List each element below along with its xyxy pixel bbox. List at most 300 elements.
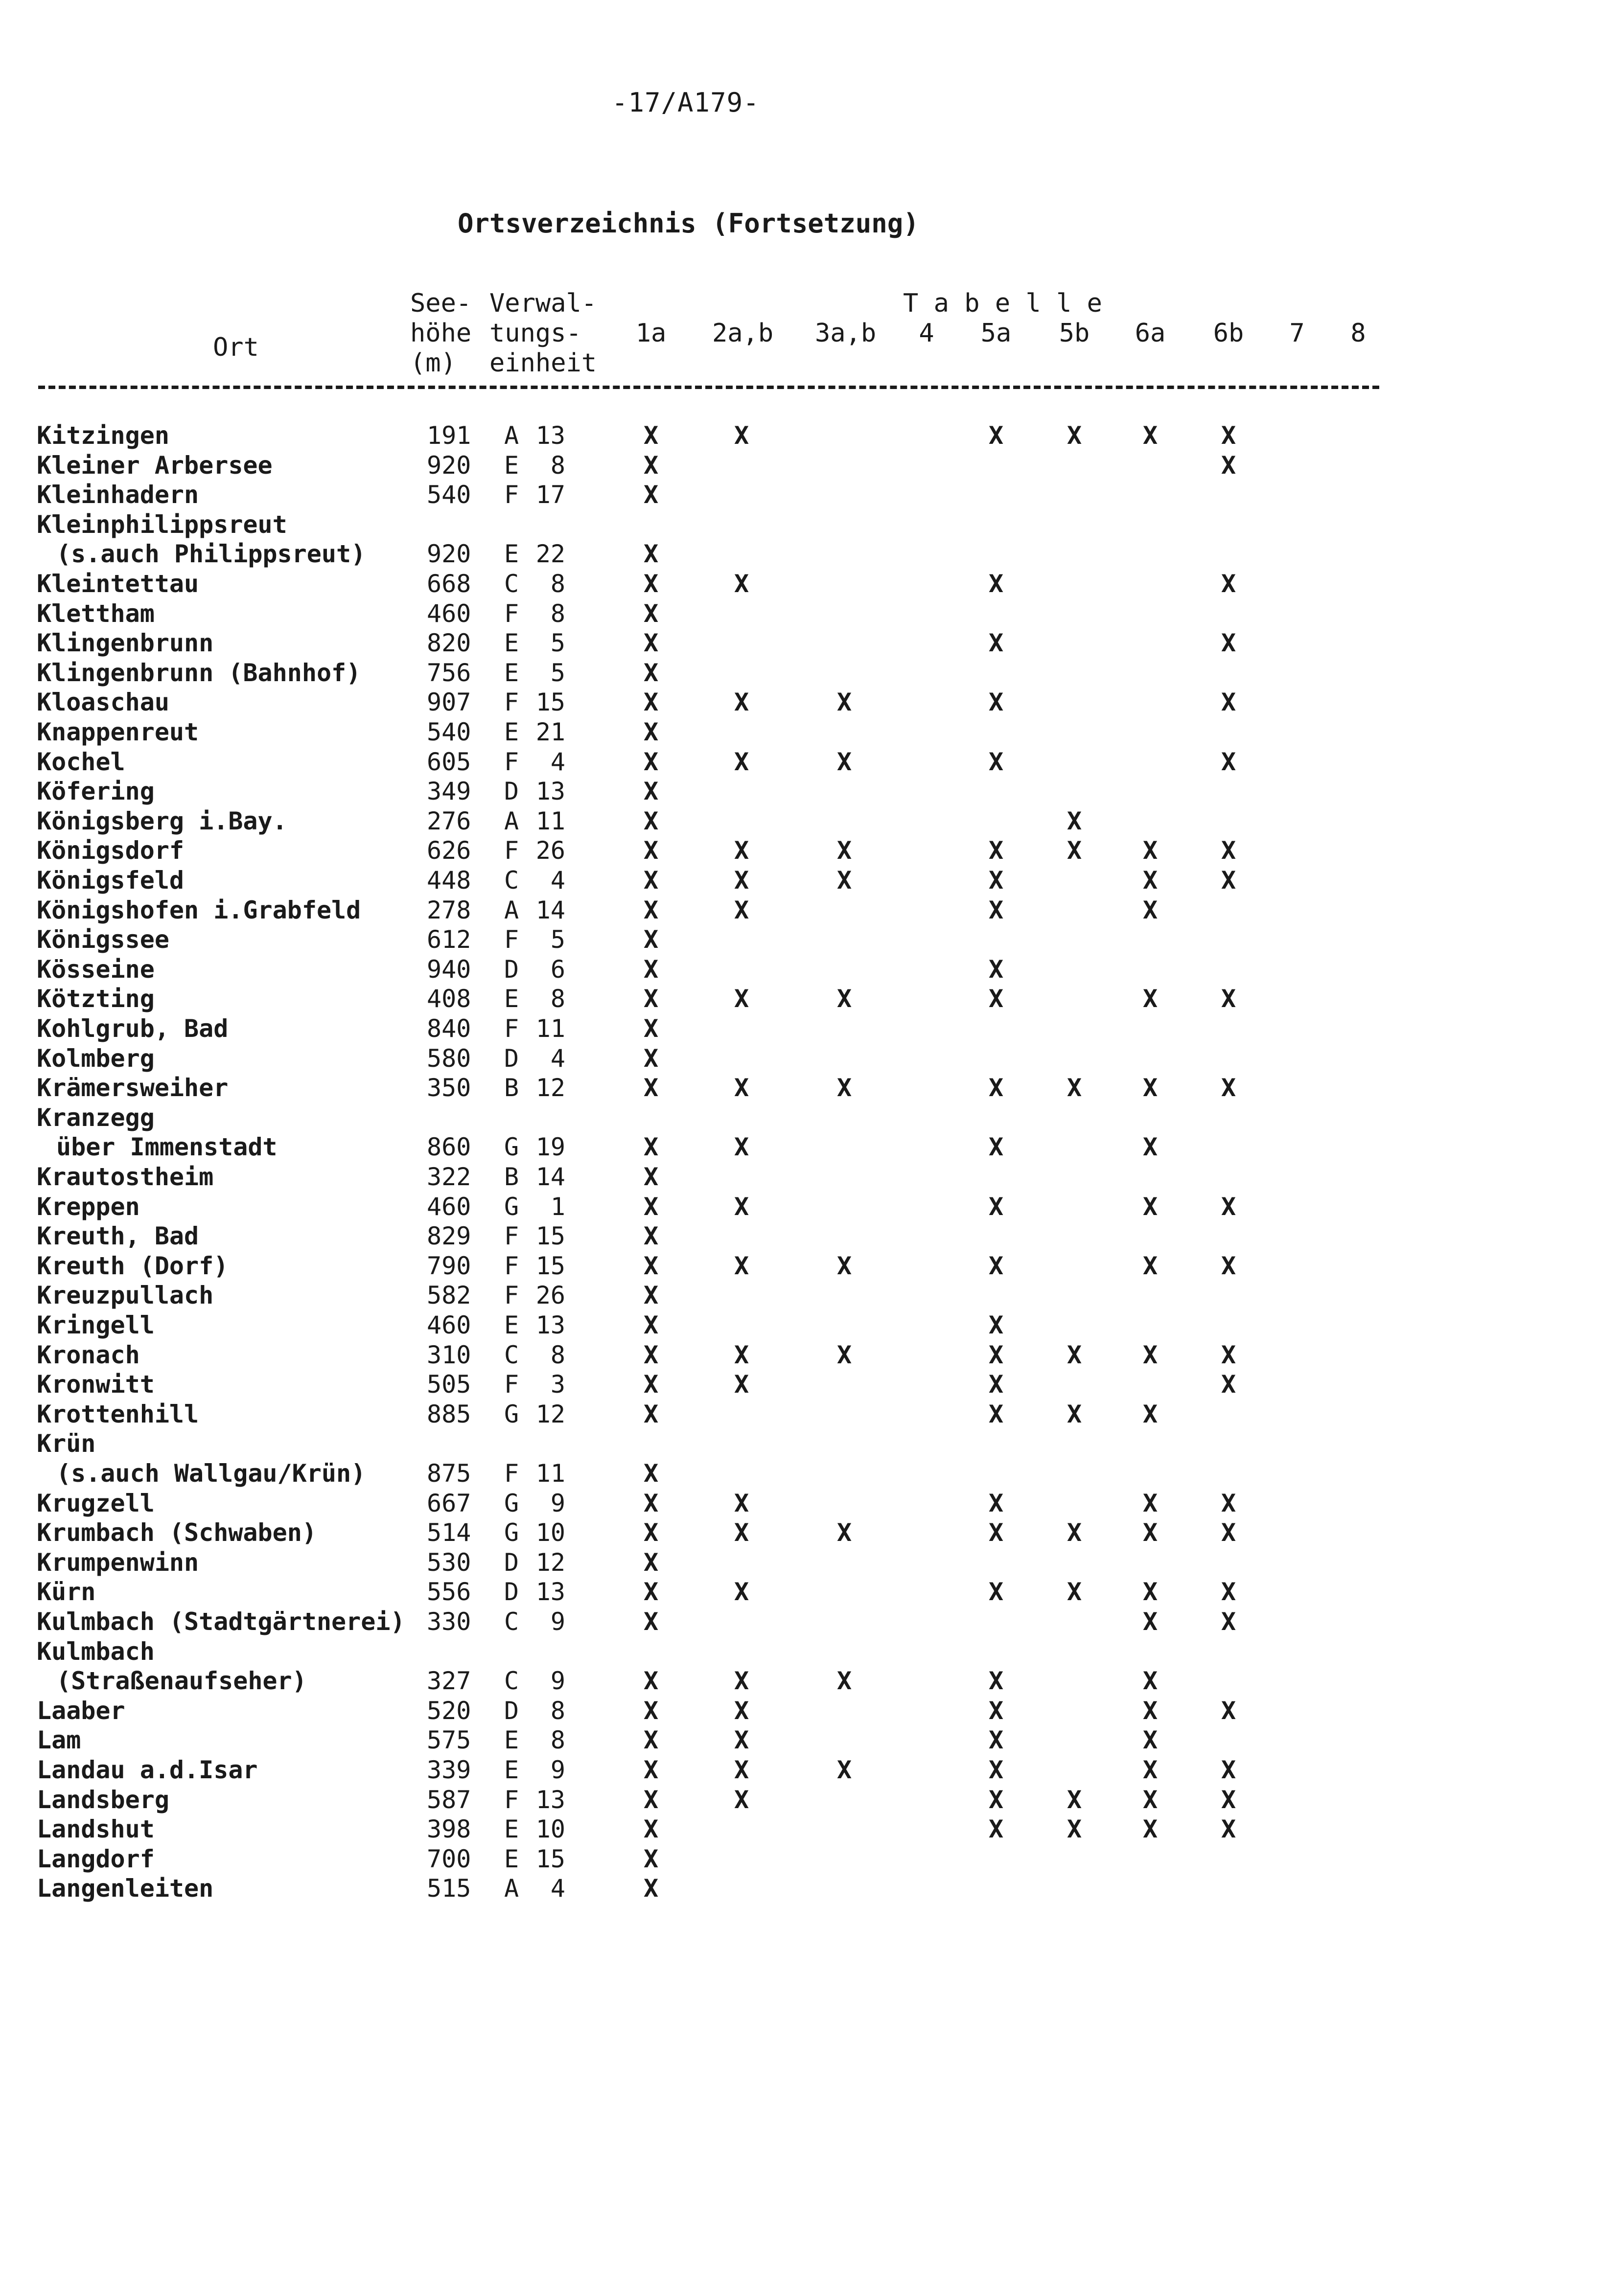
sea-level-height: 398	[427, 1815, 471, 1843]
place-name: Krugzell	[37, 1489, 155, 1517]
sea-level-height: 276	[427, 807, 471, 835]
table-row	[0, 1666, 1599, 1696]
sea-level-height: 756	[427, 659, 471, 687]
table-mark-2ab: X	[734, 1133, 749, 1161]
table-mark-1a: X	[643, 1193, 659, 1221]
admin-unit-number: 12	[535, 1548, 565, 1577]
admin-unit-number: 26	[535, 836, 565, 865]
admin-unit-letter: E	[504, 1845, 519, 1873]
table-mark-6b: X	[1221, 1370, 1236, 1399]
place-name: Klettham	[37, 599, 155, 628]
admin-unit-number: 13	[535, 421, 565, 450]
table-row	[0, 1459, 1599, 1489]
table-mark-5b: X	[1066, 1786, 1082, 1814]
table-mark-6a: X	[1142, 1756, 1158, 1784]
sea-level-height: 349	[427, 777, 471, 805]
table-mark-5a: X	[988, 1786, 1004, 1814]
table-row	[0, 1044, 1599, 1074]
admin-unit-number: 5	[550, 629, 565, 657]
admin-unit-letter: F	[504, 1222, 519, 1250]
table-mark-5a: X	[988, 866, 1004, 895]
table-row	[0, 1518, 1599, 1548]
table-mark-6a: X	[1142, 1697, 1158, 1725]
table-mark-2ab: X	[734, 421, 749, 450]
table-mark-6a: X	[1142, 1518, 1158, 1547]
place-name: Kürn	[37, 1578, 96, 1606]
table-row	[0, 1162, 1599, 1192]
admin-unit-letter: E	[504, 985, 519, 1013]
admin-unit-letter: F	[504, 481, 519, 509]
table-mark-5a: X	[988, 1193, 1004, 1221]
table-row	[0, 1192, 1599, 1222]
table-mark-1a: X	[643, 985, 659, 1013]
admin-unit-number: 11	[535, 1459, 565, 1488]
place-name: Krumpenwinn	[37, 1548, 199, 1577]
table-mark-1a: X	[643, 659, 659, 687]
admin-unit-number: 22	[535, 540, 565, 568]
admin-unit-letter: D	[504, 1548, 519, 1577]
table-mark-6b: X	[1221, 1697, 1236, 1725]
admin-unit-letter: G	[504, 1400, 519, 1428]
admin-unit-letter: G	[504, 1489, 519, 1517]
table-row	[0, 1429, 1599, 1459]
sea-level-height: 530	[427, 1548, 471, 1577]
place-name: Kronwitt	[37, 1370, 155, 1399]
table-mark-6a: X	[1142, 1578, 1158, 1606]
table-mark-1a: X	[643, 540, 659, 568]
table-mark-6b: X	[1221, 748, 1236, 776]
header-verwaltungseinheit: Verwal- tungs- einheit	[489, 289, 597, 378]
table-mark-1a: X	[643, 421, 659, 450]
place-name: Kloaschau	[37, 688, 169, 716]
admin-unit-number: 8	[550, 1697, 565, 1725]
table-mark-6b: X	[1221, 1578, 1236, 1606]
admin-unit-letter: B	[504, 1163, 519, 1191]
place-name: Krumbach (Schwaben)	[37, 1518, 317, 1547]
admin-unit-number: 21	[535, 718, 565, 746]
column-header-6a: 6a	[1135, 319, 1166, 348]
table-mark-1a: X	[643, 1518, 659, 1547]
table-mark-1a: X	[643, 1845, 659, 1873]
admin-unit-letter: C	[504, 570, 519, 598]
place-name: Klingenbrunn (Bahnhof)	[37, 659, 361, 687]
admin-unit-letter: E	[504, 718, 519, 746]
admin-unit-letter: F	[504, 1459, 519, 1488]
table-row	[0, 1607, 1599, 1637]
table-mark-1a: X	[643, 1697, 659, 1725]
table-mark-5a: X	[988, 570, 1004, 598]
column-header-7: 7	[1289, 319, 1305, 348]
table-mark-1a: X	[643, 570, 659, 598]
table-row	[0, 1221, 1599, 1251]
admin-unit-number: 15	[535, 1222, 565, 1250]
admin-unit-number: 4	[550, 748, 565, 776]
sea-level-height: 820	[427, 629, 471, 657]
sea-level-height: 700	[427, 1845, 471, 1873]
place-name: über Immenstadt	[56, 1133, 278, 1161]
table-mark-1a: X	[643, 1341, 659, 1369]
table-mark-2ab: X	[734, 1667, 749, 1695]
table-mark-5a: X	[988, 1697, 1004, 1725]
table-mark-5a: X	[988, 1311, 1004, 1339]
admin-unit-letter: G	[504, 1133, 519, 1161]
table-mark-1a: X	[643, 629, 659, 657]
table-mark-1a: X	[643, 1459, 659, 1488]
table-row	[0, 569, 1599, 599]
table-row	[0, 510, 1599, 540]
table-row	[0, 925, 1599, 955]
sea-level-height: 668	[427, 570, 471, 598]
admin-unit-number: 13	[535, 1311, 565, 1339]
table-mark-6a: X	[1142, 1607, 1158, 1636]
place-name: Königssee	[37, 925, 169, 954]
place-name: Kulmbach	[37, 1637, 155, 1666]
table-mark-6a: X	[1142, 836, 1158, 865]
table-mark-6b: X	[1221, 1518, 1236, 1547]
table-mark-6b: X	[1221, 1756, 1236, 1784]
table-mark-1a: X	[643, 1815, 659, 1843]
admin-unit-number: 6	[550, 955, 565, 984]
table-mark-5a: X	[988, 421, 1004, 450]
place-name: Kolmberg	[37, 1044, 155, 1073]
admin-unit-number: 9	[550, 1607, 565, 1636]
table-mark-2ab: X	[734, 1370, 749, 1399]
admin-unit-number: 9	[550, 1667, 565, 1695]
table-row	[0, 599, 1599, 629]
place-name: Kitzingen	[37, 421, 169, 450]
place-name: Kohlgrub, Bad	[37, 1014, 229, 1043]
admin-unit-number: 15	[535, 688, 565, 716]
column-header-2ab: 2a,b	[712, 319, 774, 348]
admin-unit-letter: D	[504, 1578, 519, 1606]
table-mark-3ab: X	[836, 1074, 852, 1102]
table-mark-1a: X	[643, 777, 659, 805]
admin-unit-number: 9	[550, 1756, 565, 1784]
table-mark-6a: X	[1142, 866, 1158, 895]
admin-unit-letter: D	[504, 1044, 519, 1073]
place-name: Krautostheim	[37, 1163, 214, 1191]
table-mark-5a: X	[988, 1133, 1004, 1161]
table-mark-1a: X	[643, 688, 659, 716]
place-name: Landshut	[37, 1815, 155, 1843]
place-name: (Straßenaufseher)	[56, 1667, 307, 1695]
table-mark-6b: X	[1221, 629, 1236, 657]
admin-unit-letter: E	[504, 540, 519, 568]
admin-unit-number: 15	[535, 1252, 565, 1280]
table-mark-5a: X	[988, 1400, 1004, 1428]
table-mark-1a: X	[643, 955, 659, 984]
column-header-4: 4	[919, 319, 934, 348]
table-mark-2ab: X	[734, 570, 749, 598]
admin-unit-letter: F	[504, 925, 519, 954]
sea-level-height: 515	[427, 1874, 471, 1903]
table-mark-5b: X	[1066, 1341, 1082, 1369]
table-mark-2ab: X	[734, 1341, 749, 1369]
page-title: Ortsverzeichnis (Fortsetzung)	[458, 208, 919, 239]
table-row	[0, 1577, 1599, 1607]
table-row	[0, 1251, 1599, 1281]
table-mark-2ab: X	[734, 1786, 749, 1814]
place-name: Königshofen i.Grabfeld	[37, 896, 361, 924]
table-row	[0, 421, 1599, 451]
table-mark-6a: X	[1142, 1074, 1158, 1102]
table-mark-1a: X	[643, 836, 659, 865]
place-name: Kringell	[37, 1311, 155, 1339]
table-mark-6b: X	[1221, 1193, 1236, 1221]
table-mark-1a: X	[643, 866, 659, 895]
table-mark-3ab: X	[836, 748, 852, 776]
table-mark-6a: X	[1142, 421, 1158, 450]
table-mark-1a: X	[643, 1163, 659, 1191]
table-mark-2ab: X	[734, 748, 749, 776]
table-mark-6a: X	[1142, 1400, 1158, 1428]
place-name: Klingenbrunn	[37, 629, 214, 657]
column-header-3ab: 3a,b	[815, 319, 877, 348]
table-mark-1a: X	[643, 1667, 659, 1695]
admin-unit-number: 13	[535, 1578, 565, 1606]
admin-unit-letter: A	[504, 421, 519, 450]
table-mark-3ab: X	[836, 1252, 852, 1280]
place-name: (s.auch Wallgau/Krün)	[56, 1459, 366, 1488]
sea-level-height: 582	[427, 1281, 471, 1309]
table-row	[0, 1310, 1599, 1340]
table-mark-6a: X	[1142, 1193, 1158, 1221]
admin-unit-number: 8	[550, 599, 565, 628]
table-mark-5b: X	[1066, 1400, 1082, 1428]
table-mark-5b: X	[1066, 1074, 1082, 1102]
place-name: Königsdorf	[37, 836, 185, 865]
sea-level-height: 322	[427, 1163, 471, 1191]
sea-level-height: 920	[427, 451, 471, 480]
sea-level-height: 885	[427, 1400, 471, 1428]
place-name: Kochel	[37, 748, 125, 776]
admin-unit-number: 17	[535, 481, 565, 509]
sea-level-height: 940	[427, 955, 471, 984]
table-mark-6a: X	[1142, 1667, 1158, 1695]
table-mark-1a: X	[643, 1370, 659, 1399]
admin-unit-number: 13	[535, 1786, 565, 1814]
table-row	[0, 1785, 1599, 1815]
table-mark-5a: X	[988, 629, 1004, 657]
sea-level-height: 505	[427, 1370, 471, 1399]
table-mark-1a: X	[643, 896, 659, 924]
table-mark-1a: X	[643, 1311, 659, 1339]
sea-level-height: 191	[427, 421, 471, 450]
table-mark-6a: X	[1142, 1786, 1158, 1814]
admin-unit-number: 11	[535, 1014, 565, 1043]
sea-level-height: 605	[427, 748, 471, 776]
place-name: Kreppen	[37, 1193, 140, 1221]
admin-unit-letter: F	[504, 1014, 519, 1043]
admin-unit-number: 8	[550, 1726, 565, 1754]
place-name: Kötzting	[37, 985, 155, 1013]
table-mark-2ab: X	[734, 1518, 749, 1547]
admin-unit-letter: E	[504, 1311, 519, 1339]
table-mark-5a: X	[988, 955, 1004, 984]
column-header-6b: 6b	[1213, 319, 1244, 348]
place-name: Kranzegg	[37, 1103, 155, 1132]
table-row	[0, 1844, 1599, 1874]
table-mark-6b: X	[1221, 451, 1236, 480]
admin-unit-letter: E	[504, 1815, 519, 1843]
admin-unit-letter: F	[504, 1252, 519, 1280]
sea-level-height: 514	[427, 1518, 471, 1547]
place-name: Königsfeld	[37, 866, 185, 895]
table-row	[0, 1400, 1599, 1429]
sea-level-height: 350	[427, 1074, 471, 1102]
sea-level-height: 829	[427, 1222, 471, 1250]
place-name: Köfering	[37, 777, 155, 805]
table-mark-3ab: X	[836, 688, 852, 716]
table-mark-2ab: X	[734, 836, 749, 865]
table-mark-5b: X	[1066, 807, 1082, 835]
table-mark-6b: X	[1221, 1074, 1236, 1102]
table-mark-6a: X	[1142, 1489, 1158, 1517]
sea-level-height: 540	[427, 718, 471, 746]
table-mark-6b: X	[1221, 1607, 1236, 1636]
table-mark-5a: X	[988, 985, 1004, 1013]
table-row	[0, 1281, 1599, 1310]
table-mark-2ab: X	[734, 1756, 749, 1784]
admin-unit-number: 1	[550, 1193, 565, 1221]
table-mark-5a: X	[988, 1726, 1004, 1754]
sea-level-height: 575	[427, 1726, 471, 1754]
admin-unit-number: 8	[550, 985, 565, 1013]
table-row	[0, 984, 1599, 1014]
admin-unit-letter: E	[504, 629, 519, 657]
table-mark-2ab: X	[734, 985, 749, 1013]
table-row	[0, 1696, 1599, 1726]
table-mark-5a: X	[988, 1074, 1004, 1102]
table-mark-3ab: X	[836, 985, 852, 1013]
table-mark-3ab: X	[836, 1518, 852, 1547]
place-name: Langdorf	[37, 1845, 155, 1873]
table-mark-6a: X	[1142, 1341, 1158, 1369]
admin-unit-letter: D	[504, 1697, 519, 1725]
sea-level-height: 460	[427, 1193, 471, 1221]
sea-level-height: 278	[427, 896, 471, 924]
admin-unit-letter: F	[504, 748, 519, 776]
table-mark-6b: X	[1221, 1786, 1236, 1814]
sea-level-height: 920	[427, 540, 471, 568]
table-row	[0, 1340, 1599, 1370]
table-mark-2ab: X	[734, 1489, 749, 1517]
admin-unit-number: 3	[550, 1370, 565, 1399]
place-name: Landau a.d.Isar	[37, 1756, 258, 1784]
table-row	[0, 688, 1599, 717]
table-mark-6a: X	[1142, 1252, 1158, 1280]
place-name: Kreuth, Bad	[37, 1222, 199, 1250]
table-mark-1a: X	[643, 1044, 659, 1073]
table-row	[0, 1489, 1599, 1518]
admin-unit-letter: F	[504, 836, 519, 865]
admin-unit-letter: C	[504, 1607, 519, 1636]
table-mark-2ab: X	[734, 1252, 749, 1280]
table-row	[0, 1132, 1599, 1162]
place-name: Kreuth (Dorf)	[37, 1252, 229, 1280]
admin-unit-letter: D	[504, 777, 519, 805]
sea-level-height: 460	[427, 599, 471, 628]
sea-level-height: 860	[427, 1133, 471, 1161]
table-mark-5a: X	[988, 1667, 1004, 1695]
column-header-8: 8	[1350, 319, 1366, 348]
place-name: (s.auch Philippsreut)	[56, 540, 366, 568]
admin-unit-letter: E	[504, 659, 519, 687]
table-mark-1a: X	[643, 748, 659, 776]
place-name: Landsberg	[37, 1786, 169, 1814]
place-name: Langenleiten	[37, 1874, 214, 1903]
table-mark-1a: X	[643, 1222, 659, 1250]
header-divider	[38, 386, 1379, 389]
place-name: Kreuzpullach	[37, 1281, 214, 1309]
sea-level-height: 448	[427, 866, 471, 895]
table-mark-6a: X	[1142, 1726, 1158, 1754]
admin-unit-letter: G	[504, 1193, 519, 1221]
admin-unit-number: 8	[550, 1341, 565, 1369]
admin-unit-letter: F	[504, 1370, 519, 1399]
table-mark-3ab: X	[836, 1667, 852, 1695]
sea-level-height: 520	[427, 1697, 471, 1725]
table-mark-6a: X	[1142, 1815, 1158, 1843]
table-mark-6b: X	[1221, 570, 1236, 598]
sea-level-height: 460	[427, 1311, 471, 1339]
table-mark-2ab: X	[734, 866, 749, 895]
admin-unit-number: 12	[535, 1074, 565, 1102]
place-name: Kleintettau	[37, 570, 199, 598]
admin-unit-letter: B	[504, 1074, 519, 1102]
table-row	[0, 1073, 1599, 1103]
table-mark-6b: X	[1221, 1815, 1236, 1843]
table-mark-5b: X	[1066, 421, 1082, 450]
table-mark-5a: X	[988, 748, 1004, 776]
table-mark-1a: X	[643, 1252, 659, 1280]
table-mark-2ab: X	[734, 688, 749, 716]
table-mark-1a: X	[643, 1074, 659, 1102]
admin-unit-letter: E	[504, 1756, 519, 1784]
sea-level-height: 408	[427, 985, 471, 1013]
place-name: Kleinphilippsreut	[37, 510, 287, 539]
column-header-5a: 5a	[980, 319, 1012, 348]
table-row	[0, 1014, 1599, 1044]
sea-level-height: 540	[427, 481, 471, 509]
table-mark-1a: X	[643, 599, 659, 628]
table-row	[0, 539, 1599, 569]
place-name: Krün	[37, 1429, 96, 1458]
table-mark-2ab: X	[734, 1074, 749, 1102]
sea-level-height: 875	[427, 1459, 471, 1488]
table-row	[0, 836, 1599, 866]
place-name: Krottenhill	[37, 1400, 199, 1428]
table-mark-2ab: X	[734, 1193, 749, 1221]
table-row	[0, 806, 1599, 836]
admin-unit-letter: E	[504, 451, 519, 480]
column-header-1a: 1a	[635, 319, 667, 348]
table-mark-6b: X	[1221, 1341, 1236, 1369]
table-mark-5a: X	[988, 896, 1004, 924]
admin-unit-number: 11	[535, 807, 565, 835]
table-mark-1a: X	[643, 1578, 659, 1606]
table-row	[0, 628, 1599, 658]
table-row	[0, 747, 1599, 777]
sea-level-height: 310	[427, 1341, 471, 1369]
table-mark-5a: X	[988, 1756, 1004, 1784]
place-name: Krämersweiher	[37, 1074, 229, 1102]
table-row	[0, 658, 1599, 688]
table-mark-2ab: X	[734, 1726, 749, 1754]
admin-unit-letter: C	[504, 1667, 519, 1695]
admin-unit-number: 19	[535, 1133, 565, 1161]
admin-unit-number: 13	[535, 777, 565, 805]
